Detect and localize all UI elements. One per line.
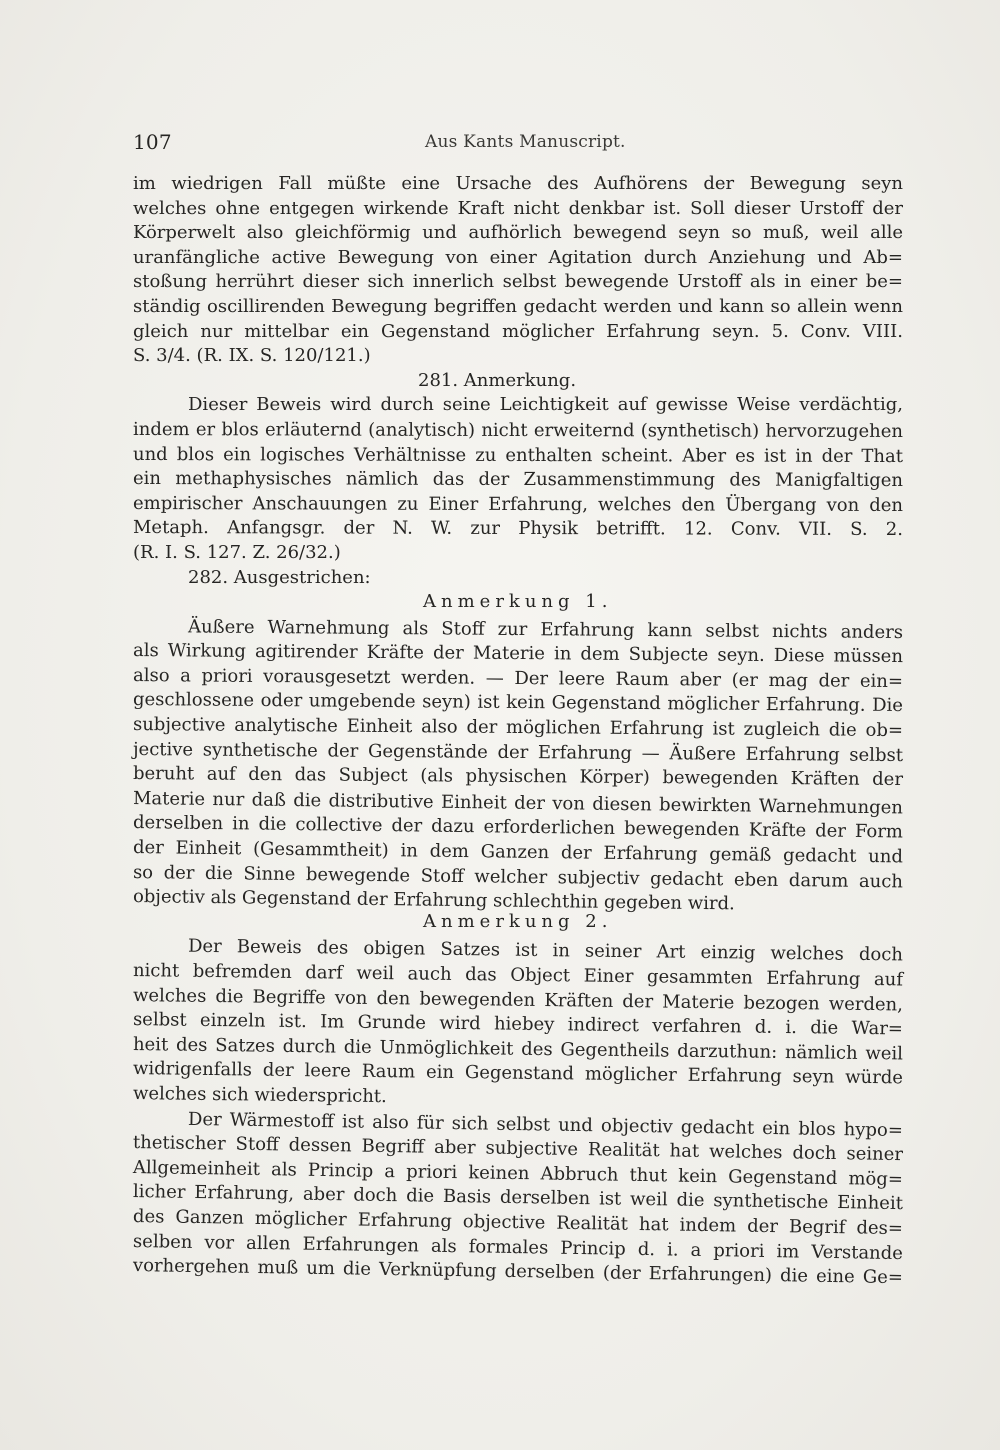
text-line: Der Beweis des obigen Satzes ist in seiner Art einzig welches doch bbox=[187, 936, 904, 966]
text-line: welches die Begriffe von den bewegenden Kräften der Materie bezogen werden, bbox=[132, 984, 904, 1016]
text-line: thetischer Stoff dessen Begriff aber subjective Realität hat welches doch seiner bbox=[132, 1132, 904, 1166]
text-line: Metaph. Anfangsgr. der N. W. zur Physik betrifft. 12. Conv. VII. S. 2. bbox=[132, 517, 904, 541]
text-line: ständig oscillirenden Bewegung begriffen gedacht werden und kann so allein wenn bbox=[133, 295, 903, 317]
text-line: so der die Sinne bewegende Stoff welcher subjectiv gedacht eben darum auch bbox=[132, 861, 904, 893]
text-line: geschlossene oder umgebende seyn) ist kein Gegenstand möglicher Erfahrung. Die bbox=[132, 689, 904, 717]
text-line: beruht auf den das Subject (als physischen Körper) bewegenden Kräften der bbox=[132, 763, 904, 791]
text-line: nicht befremden darf weil auch das Object Einer gesammten Erfahrung auf bbox=[132, 960, 904, 991]
text-line: der Einheit (Gesammtheit) in dem Ganzen der Erfahrung gemäß gedacht und bbox=[132, 837, 904, 868]
subheading-anmerkung-1: Anmerkung 1. bbox=[423, 591, 613, 613]
text-line: welches ohne entgegen wirkende Kraft nicht denkbar ist. Soll dieser Urstoff der bbox=[133, 197, 903, 219]
subheading-anmerkung-2: Anmerkung 2. bbox=[423, 910, 613, 932]
text-line: widrigenfalls der leere Raum ein Gegenstand möglicher Erfahrung seyn würde bbox=[132, 1058, 904, 1089]
text-line: gleich nur mittelbar ein Gegenstand möglicher Erfahrung seyn. 5. Conv. VIII. bbox=[133, 320, 903, 342]
text-line: stoßung herrührt dieser sich innerlich selbst bewegende Urstoff als in einer be= bbox=[133, 271, 903, 293]
text-line: Äußere Warnehmung als Stoff zur Erfahrung kann selbst nichts anders bbox=[187, 616, 904, 643]
text-line: indem er blos erläuternd (analytisch) nicht erweiternd (synthetisch) hervorzugehen bbox=[132, 418, 904, 442]
running-head: Aus Kants Manuscript. bbox=[425, 132, 626, 152]
text-line: im wiedrigen Fall müßte eine Ursache des Aufhörens der Bewegung seyn bbox=[133, 173, 903, 194]
text-line: jective synthetische der Gegenstände der Erfahrung — Äußere Erfahrung selbst bbox=[132, 738, 904, 766]
text-line: S. 3/4. (R. IX. S. 120/121.) bbox=[133, 345, 371, 367]
section-heading-281: 281. Anmerkung. bbox=[418, 369, 577, 391]
text-line: subjective analytische Einheit also der möglichen Erfahrung ist zugleich die ob= bbox=[132, 714, 904, 742]
text-line: uranfängliche active Bewegung von einer Agitation durch Anziehung und Ab= bbox=[133, 246, 903, 268]
text-line: vorhergehen muß um die Verknüpfung derselben (der Erfahrungen) die eine Ge= bbox=[132, 1255, 904, 1289]
text-line: also a priori vorausgesetzt werden. — Der leere Raum aber (er mag der ein= bbox=[132, 664, 904, 692]
text-line: licher Erfahrung, aber doch die Basis derselben ist weil die synthetische Einheit bbox=[132, 1181, 904, 1215]
text-line: des Ganzen möglicher Erfahrung objective Realität hat indem der Begrif des= bbox=[132, 1205, 904, 1240]
text-line: als Wirkung agitirender Kräfte der Materie in dem Subjecte seyn. Diese müssen bbox=[132, 640, 904, 668]
text-line: und blos ein logisches Verhältnisse zu enthalten scheint. Aber es ist in der That bbox=[132, 443, 904, 467]
page-number: 107 bbox=[133, 130, 172, 154]
text-line: objectiv als Gegenstand der Erfahrung schlechthin gegeben wird. bbox=[132, 886, 735, 915]
text-line: (R. I. S. 127. Z. 26/32.) bbox=[133, 541, 341, 563]
text-line: heit des Satzes durch die Unmöglichkeit des Gegentheils darzuthun: nämlich weil bbox=[132, 1033, 904, 1065]
text-line: empirischer Anschauungen zu Einer Erfahrung, welches den Übergang von den bbox=[132, 492, 904, 516]
text-line: selbst einzeln ist. Im Grunde wird hiebey indirect verfahren d. i. die War= bbox=[132, 1009, 904, 1040]
text-line: Dieser Beweis wird durch seine Leichtigkeit auf gewisse Weise verdächtig, bbox=[188, 394, 903, 416]
text-line: ein methaphysisches nämlich das der Zusammenstimmung des Manigfaltigen bbox=[132, 468, 904, 492]
section-heading-282: 282. Ausgestrichen: bbox=[188, 566, 371, 588]
page-body bbox=[132, 172, 904, 1289]
text-line: Allgemeinheit als Princip a priori keinen Abbruch thut kein Gegenstand mög= bbox=[132, 1156, 904, 1190]
text-line: Materie nur daß die distributive Einheit der von diesen bewirkten Warnehmungen bbox=[132, 787, 904, 819]
text-line: welches sich wiederspricht. bbox=[132, 1082, 387, 1108]
text-line: Körperwelt also gleichförmig und aufhörlich bewegend seyn so muß, weil alle bbox=[133, 222, 903, 244]
text-line: selben vor allen Erfahrungen als formales Princip d. i. a priori im Verstande bbox=[132, 1230, 904, 1264]
text-line: Der Wärmestoff ist also für sich selbst und objectiv gedacht ein blos hypo= bbox=[187, 1108, 904, 1141]
text-line: derselben in die collective der dazu erforderlichen bewegenden Kräfte der Form bbox=[132, 812, 904, 843]
